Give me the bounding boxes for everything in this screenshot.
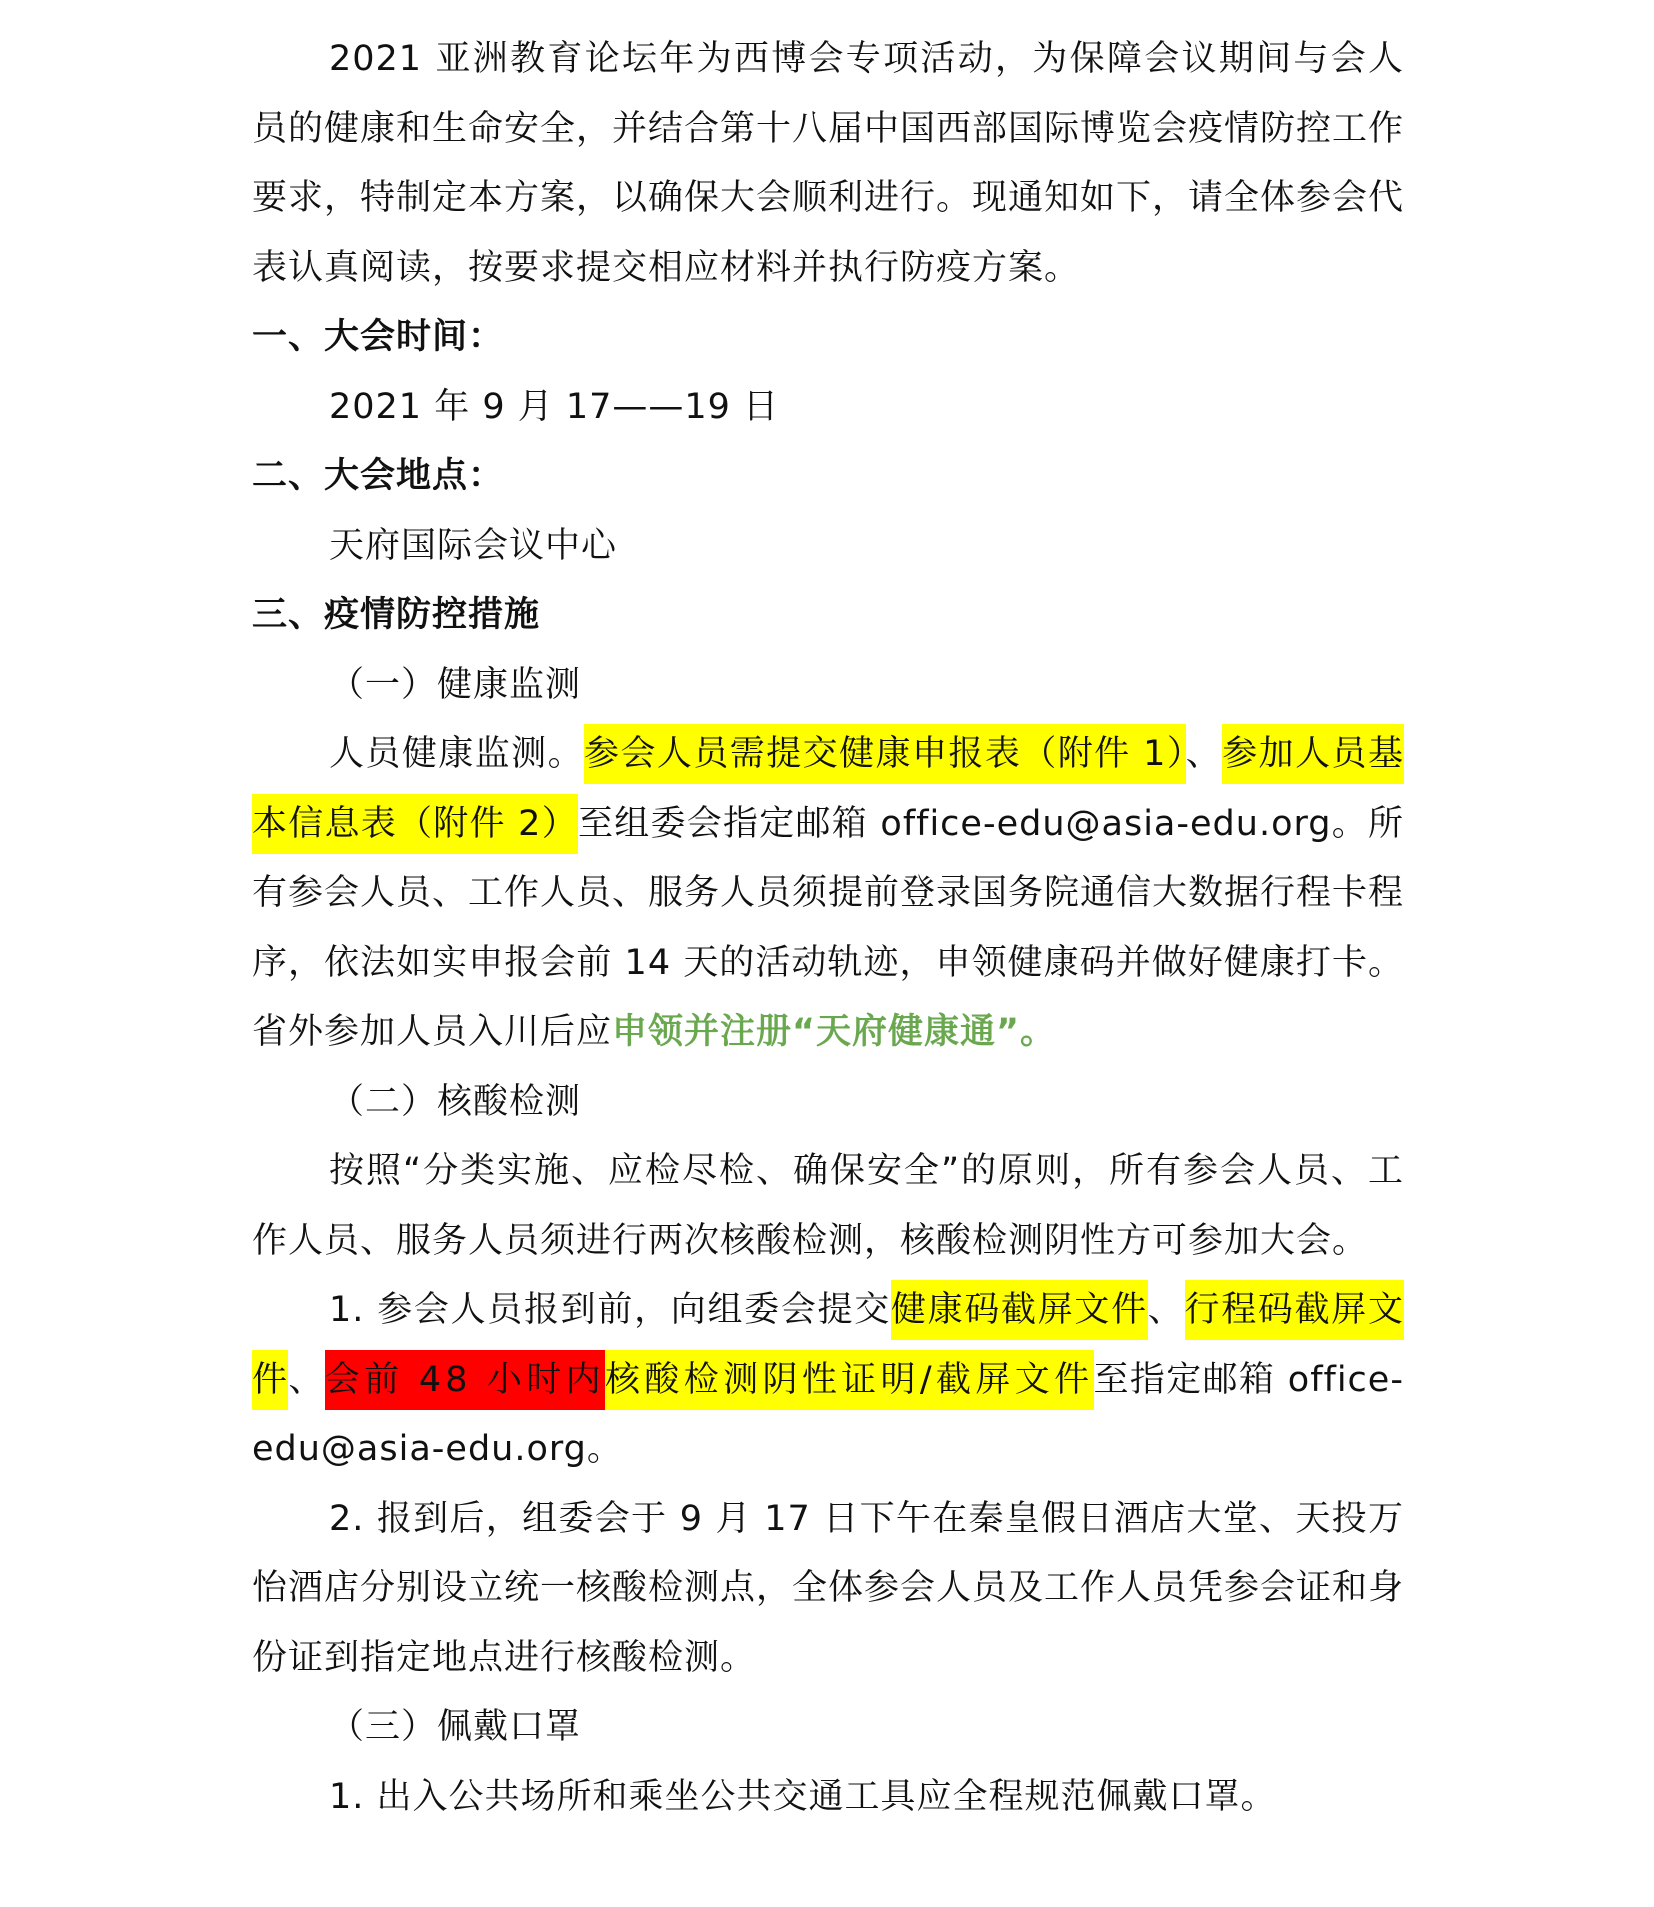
separator: 、 — [1185, 734, 1223, 774]
subsection-title-nucleic: （二）核酸检测 — [329, 1081, 582, 1122]
highlight-attachment-2: 参加人员基本信息表（附件 2） — [252, 724, 1404, 854]
section-heading-time: 一、大会时间： — [252, 317, 505, 357]
highlight-attachment-1: 参会人员需提交健康申报表（附件 1） — [584, 724, 1186, 784]
separator: 、 — [288, 1359, 325, 1400]
green-tianfu-health: 申领并注册“天府健康通”。 — [612, 1012, 1057, 1052]
section-heading-venue: 二、大会地点： — [252, 456, 505, 496]
highlight-48-hours: 会前 48 小时内 — [325, 1350, 605, 1410]
health-body: 至组委会指定邮箱 office-edu@asia-edu.org。所有参会人员、工作人员、服务人员须提前登录国务院通信大数据行程卡程序，依法如实申报会前 14 天的活动轨迹，申领健康码并做好健康打卡。省外参加人员入川后应 — [252, 803, 1405, 1052]
document-page — [252, 25, 1404, 1832]
intro-paragraph: 2021 亚洲教育论坛年为西博会专项活动，为保障会议期间与会人员的健康和生命安全，并结合第十八届中国西部国际博览会疫情防控工作要求，特制定本方案，以确保大会顺利进行。现通知如下，请全体参会代表认真阅读，按要求提交相应材料并执行防疫方案。 — [252, 39, 1405, 288]
highlight-travel-code: 行程码截屏文件 — [252, 1280, 1404, 1410]
conference-venue: 天府国际会议中心 — [329, 525, 618, 566]
conference-date: 2021 年 9 月 17——19 日 — [329, 386, 780, 427]
highlight-health-code: 健康码截屏文件 — [891, 1280, 1148, 1340]
section-heading-prevention: 三、疫情防控措施 — [252, 595, 541, 635]
highlight-negative-proof: 核酸检测阴性证明/截屏文件 — [605, 1350, 1093, 1410]
health-lead: 人员健康监测。 — [329, 734, 585, 774]
nucleic-principle-paragraph: 按照“分类实施、应检尽检、确保安全”的原则，所有参会人员、工作人员、服务人员须进行两次核酸检测，核酸检测阴性方可参加大会。 — [252, 1151, 1404, 1261]
subsection-title-mask: （三）佩戴口罩 — [329, 1707, 582, 1747]
item1-lead: 1. 参会人员报到前，向组委会提交 — [329, 1290, 891, 1330]
nucleic-item-1 — [252, 1276, 1404, 1485]
item1-tail: 至指定邮箱 office-edu@asia-edu.org。 — [252, 1359, 1404, 1469]
separator: 、 — [1147, 1290, 1185, 1330]
subsection-title-health: （一）健康监测 — [329, 664, 582, 705]
health-monitoring-paragraph — [252, 720, 1404, 1068]
nucleic-item-2: 2. 报到后，组委会于 9 月 17 日下午在秦皇假日酒店大堂、天投万怡酒店分别设立统一核酸检测点，全体参会人员及工作人员凭参会证和身份证到指定地点进行核酸检测。 — [252, 1498, 1405, 1678]
mask-item-1: 1. 出入公共场所和乘坐公共交通工具应全程规范佩戴口罩。 — [329, 1776, 1277, 1817]
